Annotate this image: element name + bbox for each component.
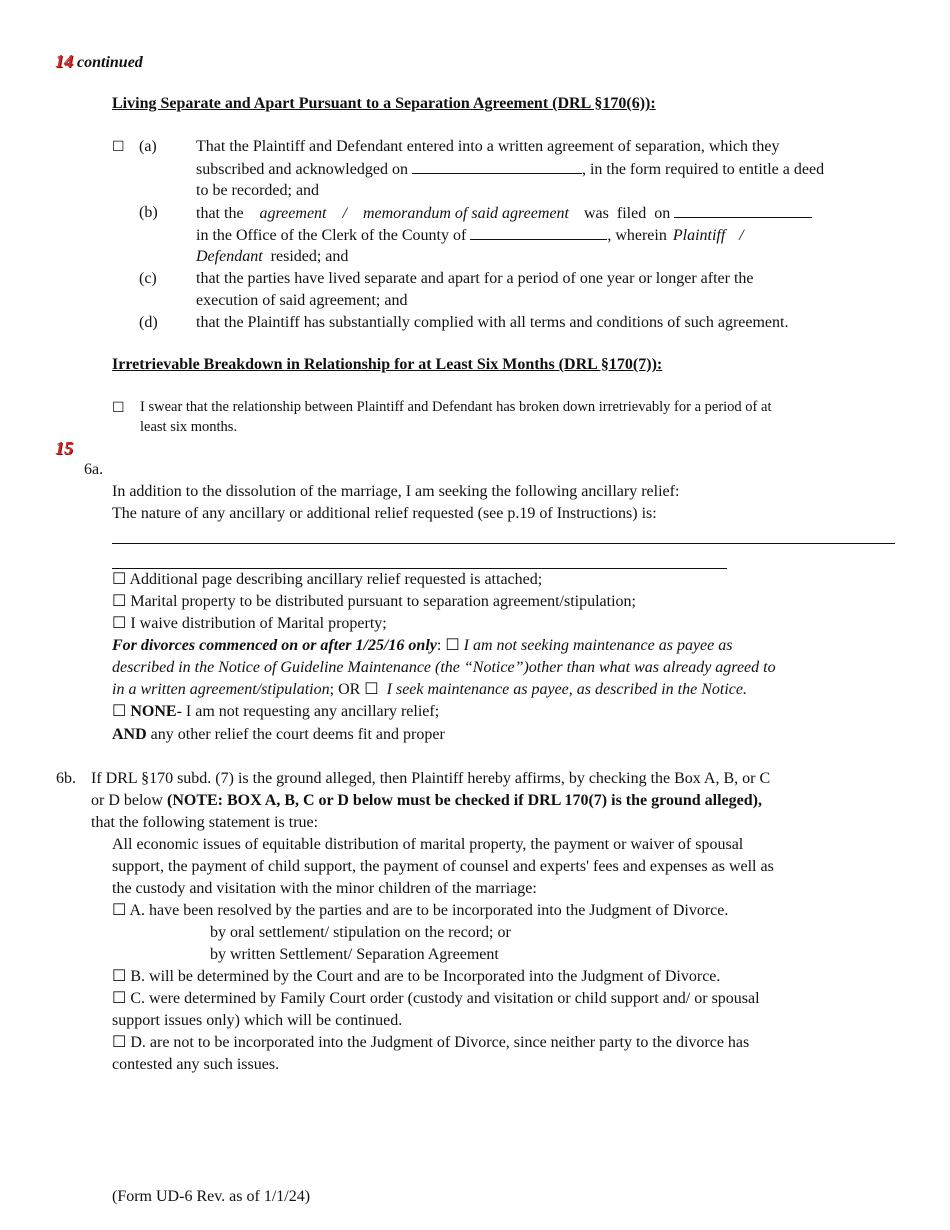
6b-line-3: that the following statement is true: bbox=[91, 814, 319, 831]
6b-note: (NOTE: BOX A, B, C or D below must be checked if DRL 170(7) is the ground alleged), bbox=[166, 792, 762, 809]
item-c-label: (c) bbox=[139, 270, 157, 287]
sep-agreement-heading: Living Separate and Apart Pursuant to a Separation Agreement (DRL §170(6)): bbox=[112, 95, 656, 112]
cb-marital-property[interactable]: ☐ Marital property to be distributed pursuant to separation agreement/stipulation; bbox=[112, 593, 636, 610]
divorces-line bbox=[112, 635, 732, 657]
notice-line-2: described in the Notice of Guideline Maintenance (the “Notice”)other than what was already agreed to bbox=[112, 659, 776, 676]
option-b[interactable]: ☐ B. will be determined by the Court and are to be Incorporated into the Judgment of Divorce. bbox=[112, 968, 721, 985]
irretrievable-line2: least six months. bbox=[140, 419, 238, 435]
b-plaintiff: Plaintiff bbox=[672, 227, 726, 244]
item-d-label: (d) bbox=[139, 314, 158, 331]
b-resided: resided; and bbox=[270, 248, 349, 265]
option-d-line-1[interactable]: ☐ D. are not to be incorporated into the Judgment of Divorce, since neither party to the divorce has bbox=[112, 1034, 750, 1051]
and-line bbox=[112, 724, 445, 746]
issues-line-1: All economic issues of equitable distribution of marital property, the payment or waiver of spousal bbox=[112, 836, 744, 853]
section-14-header bbox=[55, 50, 143, 74]
item-a-line2-post: , in the form required to entitle a deed bbox=[581, 161, 825, 178]
sub-6b-label: 6b. bbox=[56, 770, 76, 787]
item-b-label: (b) bbox=[139, 204, 158, 221]
not-seeking-checkbox[interactable]: ☐ bbox=[445, 637, 460, 654]
ancillary-intro-2: The nature of any ancillary or additional relief requested (see p.19 of Instructions) is: bbox=[112, 505, 657, 522]
item-a-line1: That the Plaintiff and Defendant entered into a written agreement of separation, which they bbox=[196, 138, 780, 155]
b-that-the: that the bbox=[196, 205, 244, 222]
issues-line-2: support, the payment of child support, the payment of counsel and experts' fees and expenses as well as bbox=[112, 858, 774, 875]
item-b-line3 bbox=[196, 246, 348, 268]
6b-line-1: If DRL §170 subd. (7) is the ground alleged, then Plaintiff hereby affirms, by checking the Box A, B, or C bbox=[91, 770, 771, 787]
6b-line-2 bbox=[91, 790, 762, 812]
option-c-line-2: support issues only) which will be continued. bbox=[112, 1012, 403, 1029]
irretrievable-checkbox[interactable]: ☐ bbox=[112, 400, 125, 416]
form-footer: (Form UD-6 Rev. as of 1/1/24) bbox=[112, 1188, 311, 1205]
relief-line-1[interactable] bbox=[112, 543, 895, 544]
item-a-label: (a) bbox=[139, 138, 157, 155]
b-was-filed-on: was filed on bbox=[583, 205, 671, 222]
option-a-written: by written Settlement/ Separation Agreement bbox=[210, 946, 499, 963]
none-text: - I am not requesting any ancillary relief; bbox=[176, 703, 440, 720]
filed-date-blank[interactable] bbox=[674, 202, 812, 218]
b-defendant: Defendant bbox=[196, 248, 263, 265]
option-d-line-2: contested any such issues. bbox=[112, 1056, 280, 1073]
not-seeking-text: I am not seeking maintenance as payee as bbox=[463, 637, 733, 654]
item-b-line2 bbox=[196, 224, 744, 247]
option-c-line-1[interactable]: ☐ C. were determined by Family Court order (custody and visitation or child support and/ or spousal bbox=[112, 990, 760, 1007]
notice-line-3 bbox=[112, 679, 747, 701]
irretrievable-heading: Irretrievable Breakdown in Relationship for at Least Six Months (DRL §170(7)): bbox=[112, 356, 663, 373]
issues-line-3: the custody and visitation with the minor children of the marriage: bbox=[112, 880, 537, 897]
and-text: any other relief the court deems fit and proper bbox=[146, 726, 445, 743]
section-number: 14 bbox=[55, 51, 73, 71]
divorces-label: For divorces commenced on or after 1/25/16 only bbox=[112, 637, 437, 654]
sub-6a-label: 6a. bbox=[84, 461, 104, 478]
item-a-line3: to be recorded; and bbox=[196, 182, 320, 199]
sep-agreement-checkbox[interactable]: ☐ bbox=[112, 139, 125, 155]
section-15-number: 15 bbox=[55, 438, 73, 458]
seek-maintenance-text: I seek maintenance as payee, as described in the Notice. bbox=[386, 681, 747, 698]
item-a-line2 bbox=[196, 158, 824, 181]
option-a[interactable]: ☐ A. have been resolved by the parties and are to be incorporated into the Judgment of Divorce. bbox=[112, 902, 729, 919]
b-slash-2: / bbox=[739, 227, 744, 244]
6b-line-2-pre: or D below bbox=[91, 792, 167, 809]
b-slash: / bbox=[342, 205, 347, 222]
option-a-oral: by oral settlement/ stipulation on the record; or bbox=[210, 924, 511, 941]
irretrievable-line1: I swear that the relationship between Plaintiff and Defendant has broken down irretrievably for a period of at bbox=[140, 399, 772, 415]
semicolon-or: ; OR bbox=[329, 681, 361, 698]
continued-label: continued bbox=[77, 54, 143, 71]
divorces-colon: : bbox=[436, 637, 442, 654]
b-wherein: , wherein bbox=[607, 227, 667, 244]
ancillary-intro-1: In addition to the dissolution of the marriage, I am seeking the following ancillary relief: bbox=[112, 483, 680, 500]
item-c-line1: that the parties have lived separate and apart for a period of one year or longer after the bbox=[196, 270, 754, 287]
b-memorandum: memorandum of said agreement bbox=[362, 205, 569, 222]
b-agreement: agreement bbox=[259, 205, 327, 222]
b-clerk-county: in the Office of the Clerk of the County of bbox=[196, 227, 467, 244]
item-b-line1 bbox=[196, 202, 812, 225]
none-label: NONE bbox=[130, 703, 177, 720]
none-line bbox=[112, 701, 439, 723]
written-agreement-text: in a written agreement/stipulation bbox=[112, 681, 330, 698]
none-checkbox[interactable]: ☐ bbox=[112, 703, 127, 720]
item-c-line2: execution of said agreement; and bbox=[196, 292, 408, 309]
and-label: AND bbox=[112, 726, 147, 743]
acknowledged-date-blank[interactable] bbox=[412, 158, 582, 174]
cb-additional-page[interactable]: ☐ Additional page describing ancillary relief requested is attached; bbox=[112, 571, 543, 588]
item-d-line1: that the Plaintiff has substantially complied with all terms and conditions of such agreement. bbox=[196, 314, 789, 331]
item-a-line2-pre: subscribed and acknowledged on bbox=[196, 161, 408, 178]
cb-waive-distribution[interactable]: ☐ I waive distribution of Marital property; bbox=[112, 615, 387, 632]
seek-maintenance-checkbox[interactable]: ☐ bbox=[364, 681, 379, 698]
county-blank[interactable] bbox=[470, 224, 607, 240]
